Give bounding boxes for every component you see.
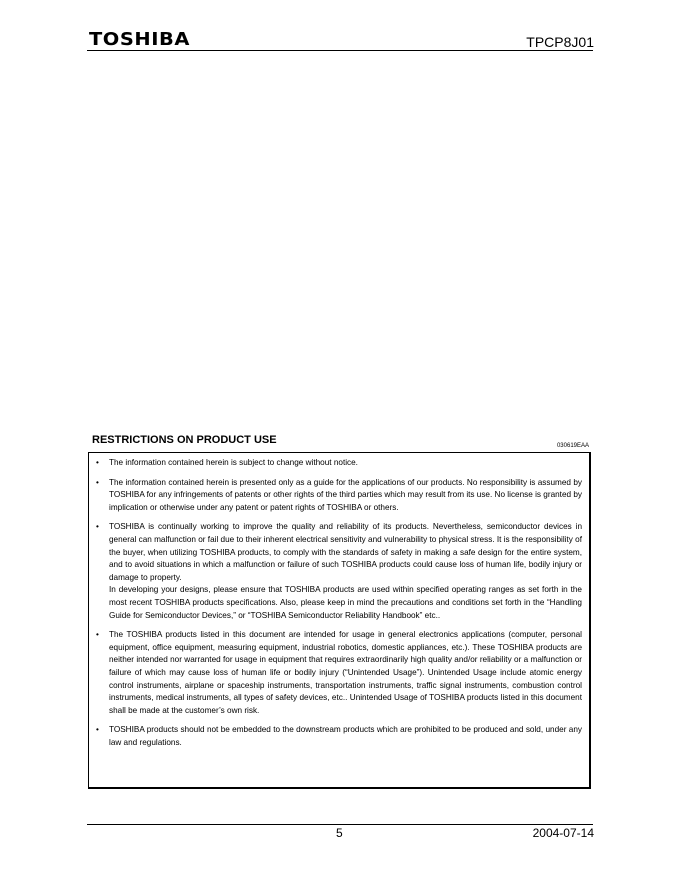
restriction-item xyxy=(89,457,589,470)
restriction-paragraph: The TOSHIBA products listed in this document are intended for usage in general electronics applications (computer, personal equipment, office equipment, measuring equipment, industrial robotics, domestic appliances, etc.). These TOSHIBA products are neither intended nor warranted for usage in equipment that requires extraordinarily high quality and/or reliability or a malfunction or failure of which may cause loss of human life or bodily injury (“Unintended Usage”). Unintended Usage include atomic energy control instruments, airplane or spaceship instruments, transportation instruments, traffic signal instruments, combustion control instruments, medical instruments, all types of safety devices, etc.. Unintended Usage of TOSHIBA products listed in this document shall be made at the customer’s own risk. xyxy=(109,630,582,715)
restrictions-list xyxy=(89,457,589,756)
bullet-icon: • xyxy=(96,477,99,487)
restriction-paragraph: The information contained herein is presented only as a guide for the applications of our products. No responsibility is assumed by TOSHIBA for any infringements of patents or other rights of the third parties which may result from its use. No license is granted by implication or otherwise under any patent or patent rights of TOSHIBA or others. xyxy=(109,477,582,512)
restriction-item xyxy=(89,521,589,622)
page-number: 5 xyxy=(336,826,343,840)
restriction-paragraph: TOSHIBA is continually working to improve the quality and reliability of its products. Nevertheless, semiconductor devices in general can malfunction or fail due to their inherent electrical sensitivity and vulnerability to physical stress. It is the responsibility of the buyer, when utilizing TOSHIBA products, to comply with the standards of safety in making a safe design for the entire system, and to avoid situations in which a malfunction or failure of such TOSHIBA products could cause loss of human life, bodily injury or damage to property. xyxy=(109,522,582,582)
restriction-item xyxy=(89,477,589,515)
bullet-icon: • xyxy=(96,522,99,532)
restriction-item xyxy=(89,629,589,717)
footer-divider xyxy=(87,824,593,825)
header-divider xyxy=(87,50,593,51)
document-date: 2004-07-14 xyxy=(532,826,594,840)
restriction-paragraph: In developing your designs, please ensure that TOSHIBA products are used within specified operating ranges as set forth in the most recent TOSHIBA products specifications. Also, please keep in mind the precautions and conditions set forth in the “Handling Guide for Semiconductor Devices,” or “TOSHIBA Semiconductor Reliability Handbook” etc.. xyxy=(109,585,582,620)
restrictions-box xyxy=(88,452,591,789)
bullet-icon: • xyxy=(96,458,99,467)
restrictions-title: RESTRICTIONS ON PRODUCT USE xyxy=(92,434,277,446)
restriction-paragraph: TOSHIBA products should not be embedded to the downstream products which are prohibited to be produced and sold, under any law and regulations. xyxy=(109,725,582,747)
document-code: 030619EAA xyxy=(556,443,589,449)
bullet-icon: • xyxy=(96,725,99,735)
restriction-item xyxy=(89,724,589,749)
restriction-paragraph: The information contained herein is subject to change without notice. xyxy=(109,458,358,467)
bullet-icon: • xyxy=(96,630,99,640)
part-number: TPCP8J01 xyxy=(526,34,594,50)
toshiba-logo: TOSHIBA xyxy=(89,29,190,50)
